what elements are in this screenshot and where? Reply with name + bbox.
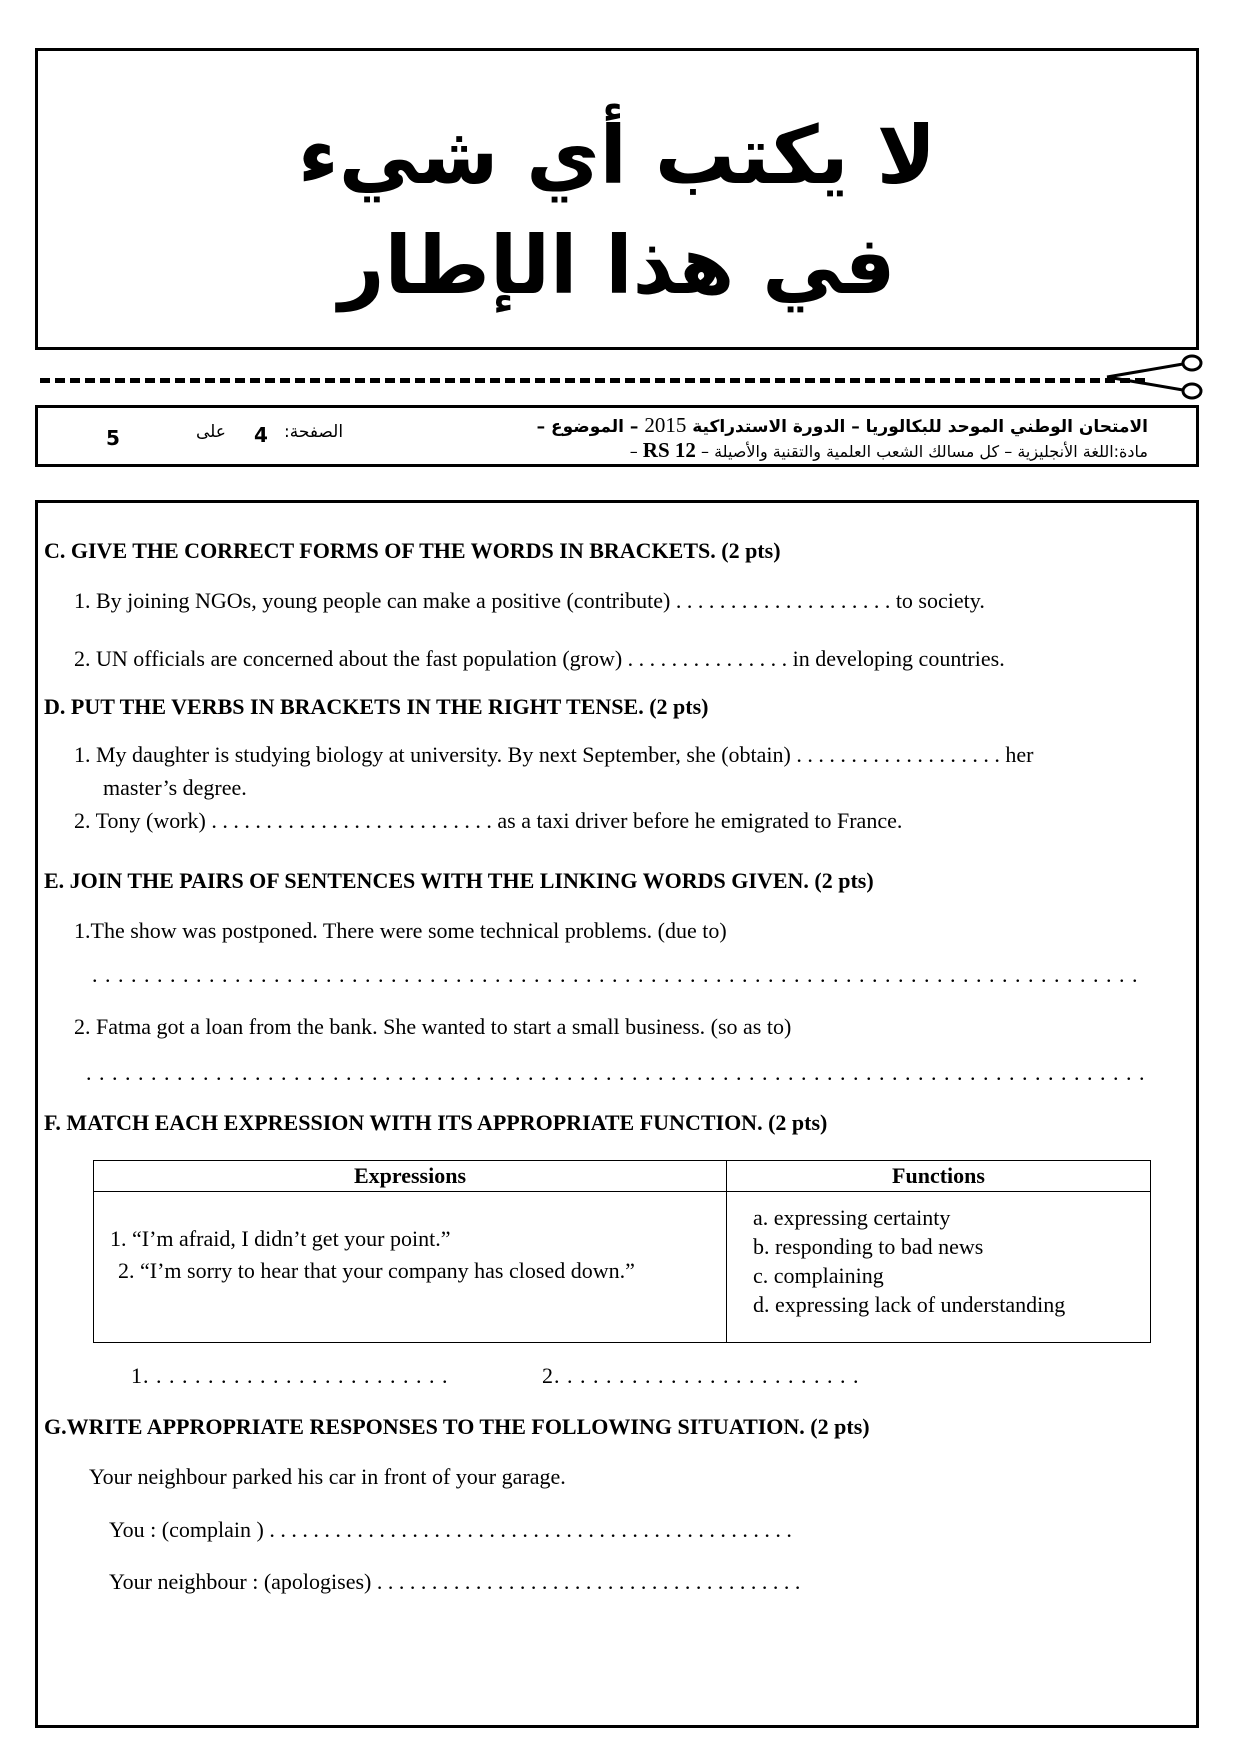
section-g-you-response[interactable]: You : (complain ) . . . . . . . . . . . . . . . . . . . . . . . . . . . . . . . . . . . . . . . . . . . . . . . . <box>109 1517 792 1542</box>
exam-title-line: الامتحان الوطني الموحد للبكالوريا – الدورة الاستدراكية 2015 – الموضوع – <box>536 413 1148 437</box>
section-d-heading: D. PUT THE VERBS IN BRACKETS IN THE RIGHT TENSE. (2 pts) <box>44 694 709 719</box>
section-g-situation: Your neighbour parked his car in front of your garage. <box>89 1464 566 1489</box>
section-c-heading: C. GIVE THE CORRECT FORMS OF THE WORDS IN BRACKETS. (2 pts) <box>44 538 781 563</box>
scissors-icon <box>1105 352 1205 402</box>
section-e-answer-1[interactable]: . . . . . . . . . . . . . . . . . . . . . . . . . . . . . . . . . . . . . . . . . . . . . . . . . . . . . . . . . . . . . . . . . . . . . . . . . . . . . . . . . <box>92 962 1139 987</box>
section-g-neighbour-response[interactable]: Your neighbour : (apologises) . . . . . . . . . . . . . . . . . . . . . . . . . . . . . . . . . . . . . . . <box>109 1569 801 1594</box>
no-write-frame <box>35 48 1199 350</box>
exam-subject: مادة:اللغة الأنجليزية – كل مسالك الشعب العلمية والتقنية والأصيلة <box>714 442 1148 461</box>
exam-session: الدورة الاستدراكية <box>692 417 846 437</box>
no-write-title-line2: في هذا الإطار <box>338 219 896 312</box>
exam-title: الامتحان الوطني الموحد للبكالوريا <box>865 417 1148 437</box>
section-d-question-1-cont: master’s degree. <box>103 775 247 800</box>
match-answer-2[interactable]: 2. . . . . . . . . . . . . . . . . . . . . . . . <box>542 1363 860 1388</box>
section-e-question-1: 1.The show was postponed. There were some technical problems. (due to) <box>74 918 727 943</box>
col-functions-header: Functions <box>727 1161 1151 1192</box>
section-d-question-2: 2. Tony (work) . . . . . . . . . . . . . . . . . . . . . . . . . . as a taxi driver before he emigrated to France. <box>74 808 903 833</box>
function-a: a. expressing certainty <box>753 1205 951 1230</box>
expression-1: 1. “I’m afraid, I didn’t get your point.” <box>110 1226 451 1251</box>
page-current: 4 <box>254 423 268 447</box>
no-write-title-line1: لا يكتب أي شيء <box>297 109 937 202</box>
page-of-label: على <box>196 422 226 442</box>
cut-line <box>40 378 1145 383</box>
function-d: d. expressing lack of understanding <box>753 1292 1066 1317</box>
exam-subject-label: الموضوع <box>551 417 624 437</box>
col-expressions-header: Expressions <box>94 1161 727 1192</box>
section-e-answer-2[interactable]: . . . . . . . . . . . . . . . . . . . . . . . . . . . . . . . . . . . . . . . . . . . . . . . . . . . . . . . . . . . . . . . . . . . . . . . . . . . . . . . . . . <box>86 1060 1146 1085</box>
page-label: الصفحة: <box>284 422 344 442</box>
exam-subject-line: مادة:اللغة الأنجليزية – كل مسالك الشعب العلمية والتقنية والأصيلة – RS 12 – <box>629 438 1148 462</box>
section-f-heading: F. MATCH EACH EXPRESSION WITH ITS APPROPRIATE FUNCTION. (2 pts) <box>44 1110 828 1135</box>
section-c-question-2: 2. UN officials are concerned about the fast population (grow) . . . . . . . . . . . . . . . in developing countries. <box>74 646 1005 671</box>
match-table <box>93 1160 1151 1343</box>
exam-year: 2015 <box>644 413 687 437</box>
match-answer-1[interactable]: 1. . . . . . . . . . . . . . . . . . . . . . . . <box>131 1363 449 1388</box>
section-e-question-2: 2. Fatma got a loan from the bank. She wanted to start a small business. (so as to) <box>74 1014 792 1039</box>
section-g-heading: G.WRITE APPROPRIATE RESPONSES TO THE FOLLOWING SITUATION. (2 pts) <box>44 1414 870 1439</box>
functions-cell <box>727 1192 1151 1343</box>
expressions-cell <box>94 1192 727 1343</box>
section-e-heading: E. JOIN THE PAIRS OF SENTENCES WITH THE LINKING WORDS GIVEN. (2 pts) <box>44 868 874 893</box>
function-c: c. complaining <box>753 1263 884 1288</box>
function-b: b. responding to bad news <box>753 1234 984 1259</box>
section-c-question-1: 1. By joining NGOs, young people can make a positive (contribute) . . . . . . . . . . . . . . . . . . . . to society. <box>74 588 985 613</box>
exam-header <box>35 405 1199 467</box>
expression-2: 2. “I’m sorry to hear that your company has closed down.” <box>118 1258 635 1283</box>
section-d-question-1: 1. My daughter is studying biology at university. By next September, she (obtain) . . . . . . . . . . . . . . . . . . . her <box>74 742 1034 767</box>
exam-code: RS 12 <box>642 438 696 462</box>
page-total: 5 <box>106 426 120 450</box>
